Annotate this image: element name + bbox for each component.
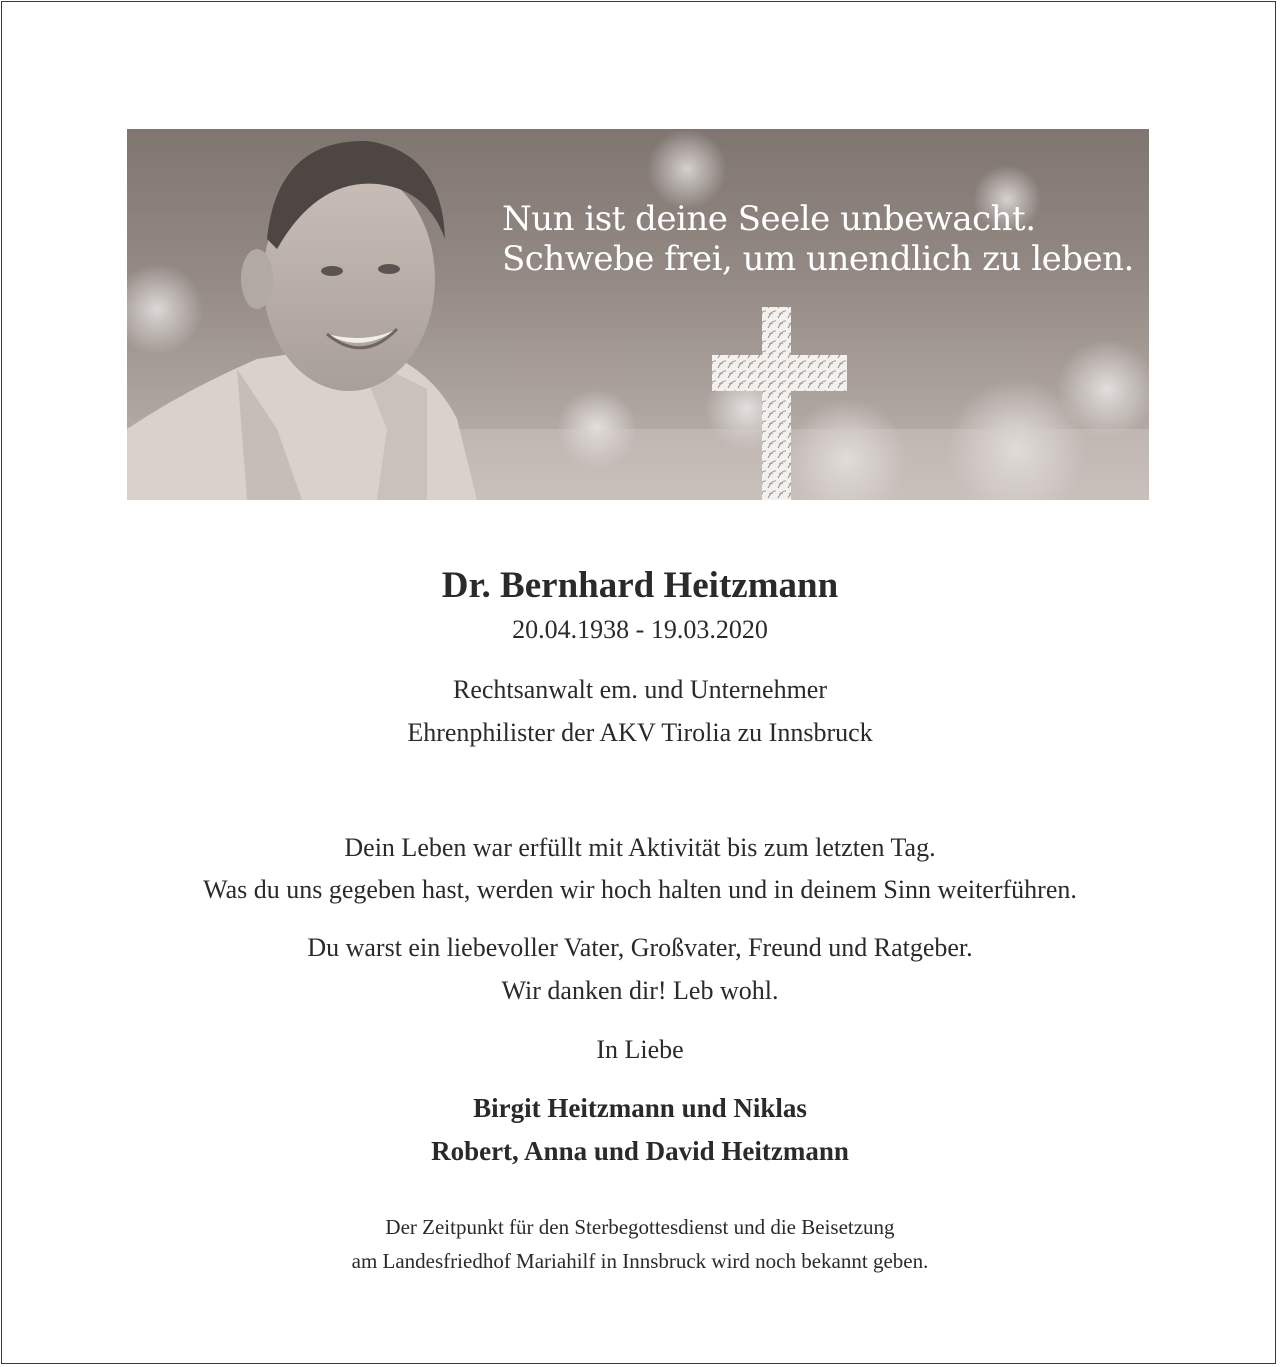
- message-line-3: Du warst ein liebevoller Vater, Großvater, Freund und Ratgeber.: [307, 933, 973, 962]
- family-names-line-1: Birgit Heitzmann und Niklas: [473, 1093, 807, 1123]
- header-banner: [127, 129, 1149, 500]
- profession-line: Rechtsanwalt em. und Unternehmer: [453, 675, 827, 704]
- banner-background: [127, 129, 1149, 500]
- funeral-notice-line-2: am Landesfriedhof Mariahilf in Innsbruck wird noch bekannt geben.: [351, 1249, 929, 1273]
- deceased-name: Dr. Bernhard Heitzmann: [441, 565, 839, 606]
- honorary-membership-line: Ehrenphilister der AKV Tirolia zu Innsbruck: [407, 718, 873, 747]
- message-line-2: Was du uns gegeben hast, werden wir hoch halten und in deinem Sinn weiterführen.: [203, 875, 1077, 904]
- banner-quote: [502, 199, 1142, 279]
- closing-phrase: In Liebe: [596, 1035, 684, 1064]
- quote-line-1: Nun ist deine Seele unbewacht.: [502, 199, 1036, 239]
- message-line-4: Wir danken dir! Leb wohl.: [501, 976, 779, 1005]
- quote-line-2: Schwebe frei, um unendlich zu leben.: [502, 239, 1134, 279]
- funeral-notice-line-1: Der Zeitpunkt für den Sterbegottesdienst und die Beisetzung: [385, 1215, 895, 1239]
- family-names-line-2: Robert, Anna und David Heitzmann: [431, 1136, 849, 1166]
- life-dates: 20.04.1938 - 19.03.2020: [512, 615, 768, 644]
- message-line-1: Dein Leben war erfüllt mit Aktivität bis zum letzten Tag.: [344, 833, 936, 862]
